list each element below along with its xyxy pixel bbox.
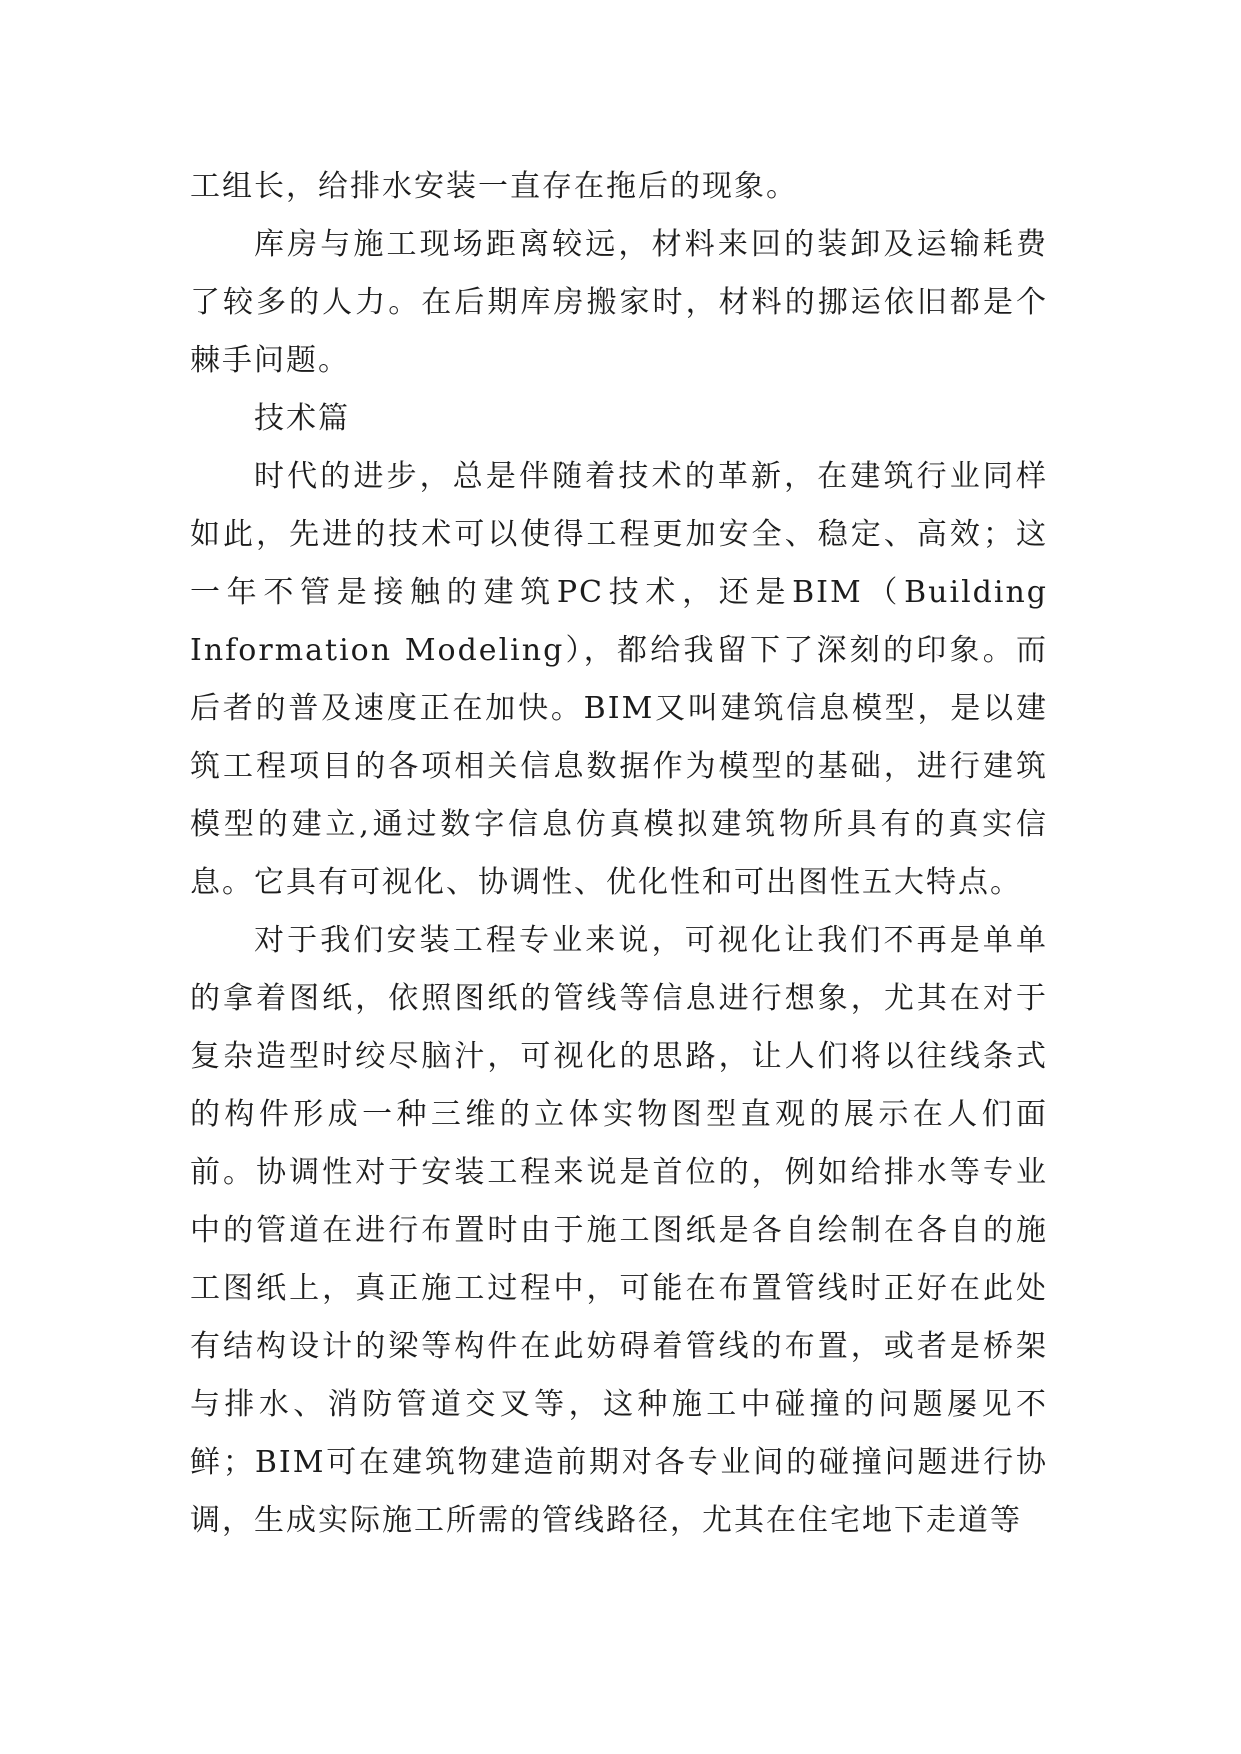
paragraph-bim-intro: 时代的进步，总是伴随着技术的革新，在建筑行业同样如此，先进的技术可以使得工程更加安全、稳定、高效；这一年不管是接触的建筑PC技术，还是BIM（Building Information Modeling），都给我留下了深刻的印象。而后者的普及速度正在加快。BIM又叫建筑信息模型，是以建筑工程项目的各项相关信息数据作为模型的基础，进行建筑模型的建立,通过数字信息仿真模拟建筑物所具有的真实信息。它具有可视化、协调性、优化性和可出图性五大特点。	[190, 459, 1048, 900]
paragraph-continuation: 工组长，给排水安装一直存在拖后的现象。	[190, 169, 798, 204]
paragraph-warehouse: 库房与施工现场距离较远，材料来回的装卸及运输耗费了较多的人力。在后期库房搬家时，材料的挪运依旧都是个棘手问题。	[190, 227, 1048, 378]
body-text	[190, 158, 1048, 1550]
paragraph-bim-installation: 对于我们安装工程专业来说，可视化让我们不再是单单的拿着图纸，依照图纸的管线等信息进行想象，尤其在对于复杂造型时绞尽脑汁，可视化的思路，让人们将以往线条式的构件形成一种三维的立体实物图型直观的展示在人们面前。协调性对于安装工程来说是首位的，例如给排水等专业中的管道在进行布置时由于施工图纸是各自绘制在各自的施工图纸上，真正施工过程中，可能在布置管线时正好在此处有结构设计的梁等构件在此妨碍着管线的布置，或者是桥架与排水、消防管道交叉等，这种施工中碰撞的问题屡见不鲜；BIM可在建筑物建造前期对各专业间的碰撞问题进行协调，生成实际施工所需的管线路径，尤其在住宅地下走道等	[190, 923, 1048, 1538]
section-heading-technology: 技术篇	[254, 401, 350, 436]
